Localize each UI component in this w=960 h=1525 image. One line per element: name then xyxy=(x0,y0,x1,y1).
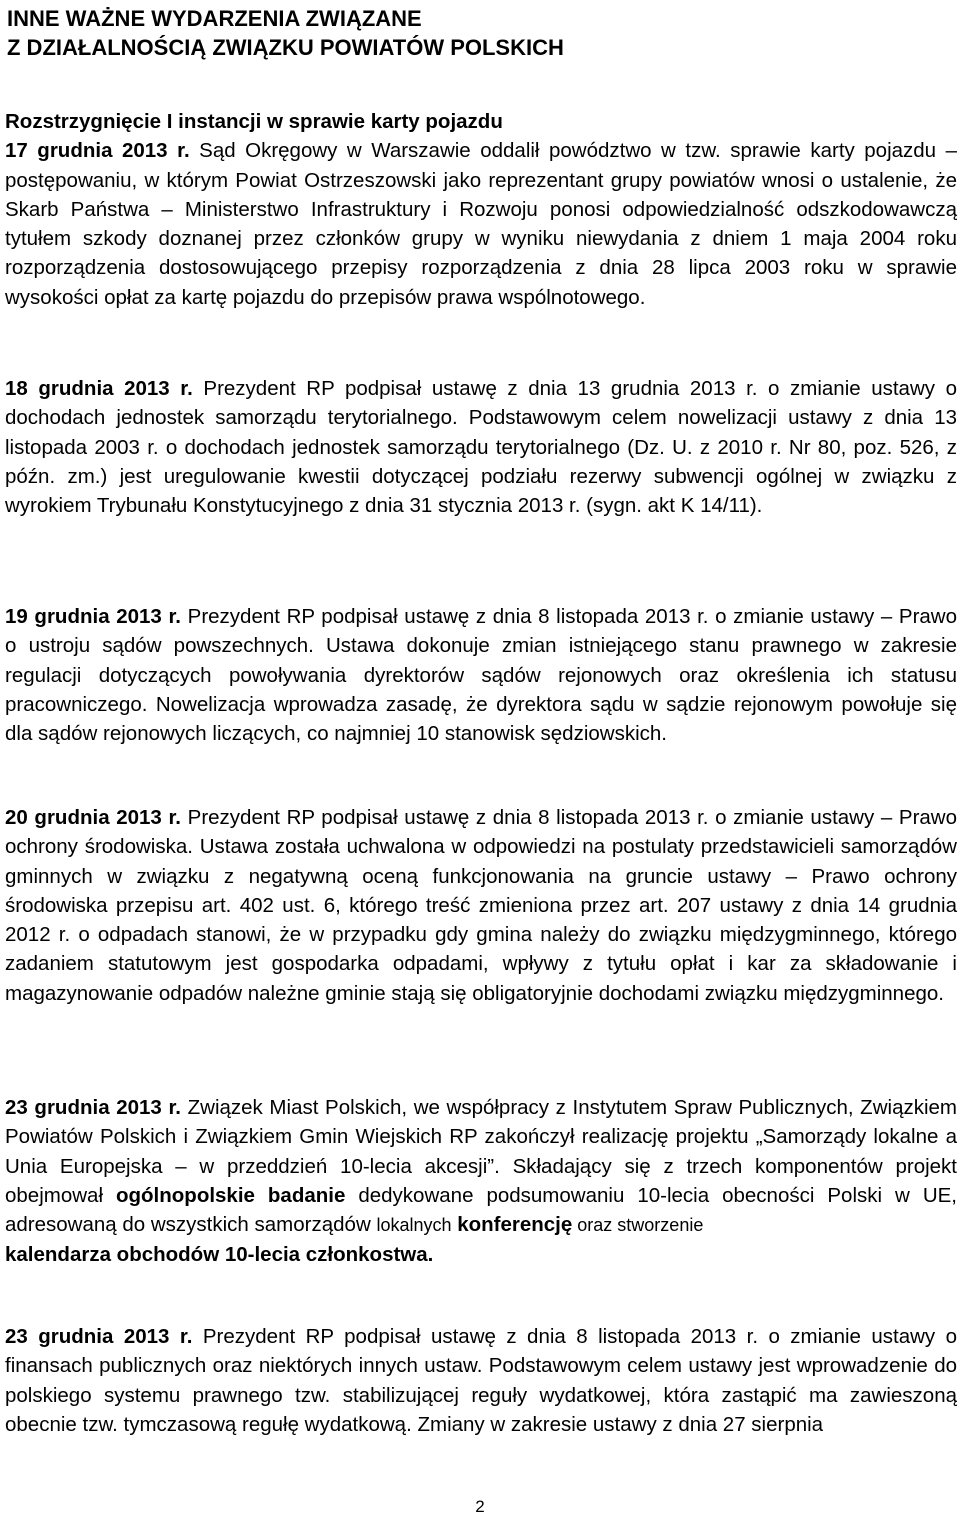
header-line-1: INNE WAŻNE WYDARZENIA ZWIĄZANE xyxy=(7,6,422,31)
section-date: 20 grudnia 2013 r. xyxy=(5,806,182,829)
section-text: lokalnych xyxy=(376,1215,452,1236)
document-header xyxy=(7,4,564,62)
section-heading: Rozstrzygnięcie I instancji w sprawie karty pojazdu xyxy=(5,110,503,133)
section-19-grudnia xyxy=(5,602,957,748)
section-text: Prezydent RP podpisał ustawę z dnia 8 listopada 2013 r. o zmianie ustawy o finansach publicznych oraz niektórych innych ustaw. Podstawowym celem ustawy jest wprowadzenie do polskiego systemu prawnego tzw. stabilizującej reguły wydatkowej, która zastąpić ma zawieszoną obecnie tzw. tymczasową regułę wydatkową. Zmiany w zakresie ustawy z dnia 27 sierpnia xyxy=(5,1325,958,1436)
page-number: 2 xyxy=(475,1497,485,1516)
section-date: 17 grudnia 2013 r. xyxy=(5,139,190,163)
section-23-grudnia-projekt xyxy=(5,1093,957,1270)
section-date: 23 grudnia 2013 r. xyxy=(5,1096,181,1119)
section-text: Sąd Okręgowy w Warszawie oddalił powództwo w tzw. sprawie karty pojazdu – postępowaniu, w którym Powiat Ostrzeszowski jako reprezentant grupy powiatów wnosi o ustalenie, że Skarb Państwa – Ministerstwo Infrastruktury i Rozwoju ponosi odpowiedzialność odszkodowawczą tytułem szkody doznanej przez członków grupy w wyniku niewydania z dniem 1 maja 2004 roku rozporządzenia dostosowującego przepisy rozporządzenia z dnia 28 lipca 2003 roku w sprawie wysokości opłat za kartę pojazdu do przepisów prawa wspólnotowego. xyxy=(5,139,957,309)
section-bold-text: kalendarza obchodów 10-lecia członkostwa. xyxy=(5,1243,434,1267)
section-date: 18 grudnia 2013 r. xyxy=(5,377,193,400)
section-text: Prezydent RP podpisał ustawę z dnia 8 listopada 2013 r. o zmianie ustawy – Prawo o ustroju sądów powszechnych. Ustawa dokonuje zmian istniejącego stanu prawnego w zakresie regulacji dotyczących powoływania dyrektorów sądów rejonowych oraz określenia ich statusu pracowniczego. Nowelizacja wprowadza zasadę, że dyrektora sądu w sądzie rejonowym powołuje się dla sądów rejonowych liczących, co najmniej 10 stanowisk sędziowskich. xyxy=(5,605,957,746)
section-karta-pojazdu xyxy=(5,107,957,312)
section-bold-text: konferencję xyxy=(457,1213,573,1237)
section-text: dedykowane podsumowaniu 10-lecia obecności Polski w UE, adresowaną do wszystkich samorządów xyxy=(5,1183,957,1237)
section-text: Związek Miast Polskich, we współpracy z Instytutem Spraw Publicznych, Związkiem Powiatów Polskich i Związkiem Gmin Wiejskich RP zakończył realizację projektu „Samorządy lokalne a Unia Europejska – w przeddzień 10-lecia akcesji”. Składający się z trzech komponentów projekt obejmował xyxy=(5,1096,957,1207)
section-23-grudnia-ustawa xyxy=(5,1322,957,1439)
section-18-grudnia xyxy=(5,374,957,520)
section-20-grudnia xyxy=(5,803,957,1008)
section-body xyxy=(5,136,957,312)
header-line-2: Z DZIAŁALNOŚCIĄ ZWIĄZKU POWIATÓW POLSKICH xyxy=(7,35,564,60)
section-bold-text: ogólnopolskie badanie xyxy=(115,1183,346,1207)
section-text: Prezydent RP podpisał ustawę z dnia 8 listopada 2013 r. o zmianie ustawy – Prawo ochrony środowiska. Ustawa została uchwalona w odpowiedzi na postulaty przedstawicieli samorządów gminnych w związku z negatywną oceną funkcjonowania na gruncie ustawy – Prawo ochrony środowiska przepisu art. 402 ust. 6, którego treść zmieniona przez art. 207 ustawy z dnia 14 grudnia 2012 r. o odpadach stanowi, że w przypadku gdy gmina należy do związku międzygminnego, którego zadaniem statutowym jest gospodarka odpadami, wpływy z tytułu opłat i kar za składowanie i magazynowanie odpadów należne gminie stają się obligatoryjnie dochodami związku międzygminnego. xyxy=(5,806,957,1005)
section-date: 19 grudnia 2013 r. xyxy=(5,605,182,628)
section-text: oraz stworzenie xyxy=(572,1215,704,1236)
section-text: Prezydent RP podpisał ustawę z dnia 13 grudnia 2013 r. o zmianie ustawy o dochodach jednostek samorządu terytorialnego. Podstawowym celem nowelizacji ustawy z dnia 13 listopada 2003 r. o dochodach jednostek samorządu terytorialnego (Dz. U. z 2010 r. Nr 80, poz. 526, z późn. zm.) jest uregulowanie kwestii dotyczącej podziału rezerwy subwencji ogólnej w związku z wyrokiem Trybunału Konstytucyjnego z dnia 31 stycznia 2013 r. (sygn. akt K 14/11). xyxy=(5,377,957,518)
section-date: 23 grudnia 2013 r. xyxy=(5,1325,193,1348)
